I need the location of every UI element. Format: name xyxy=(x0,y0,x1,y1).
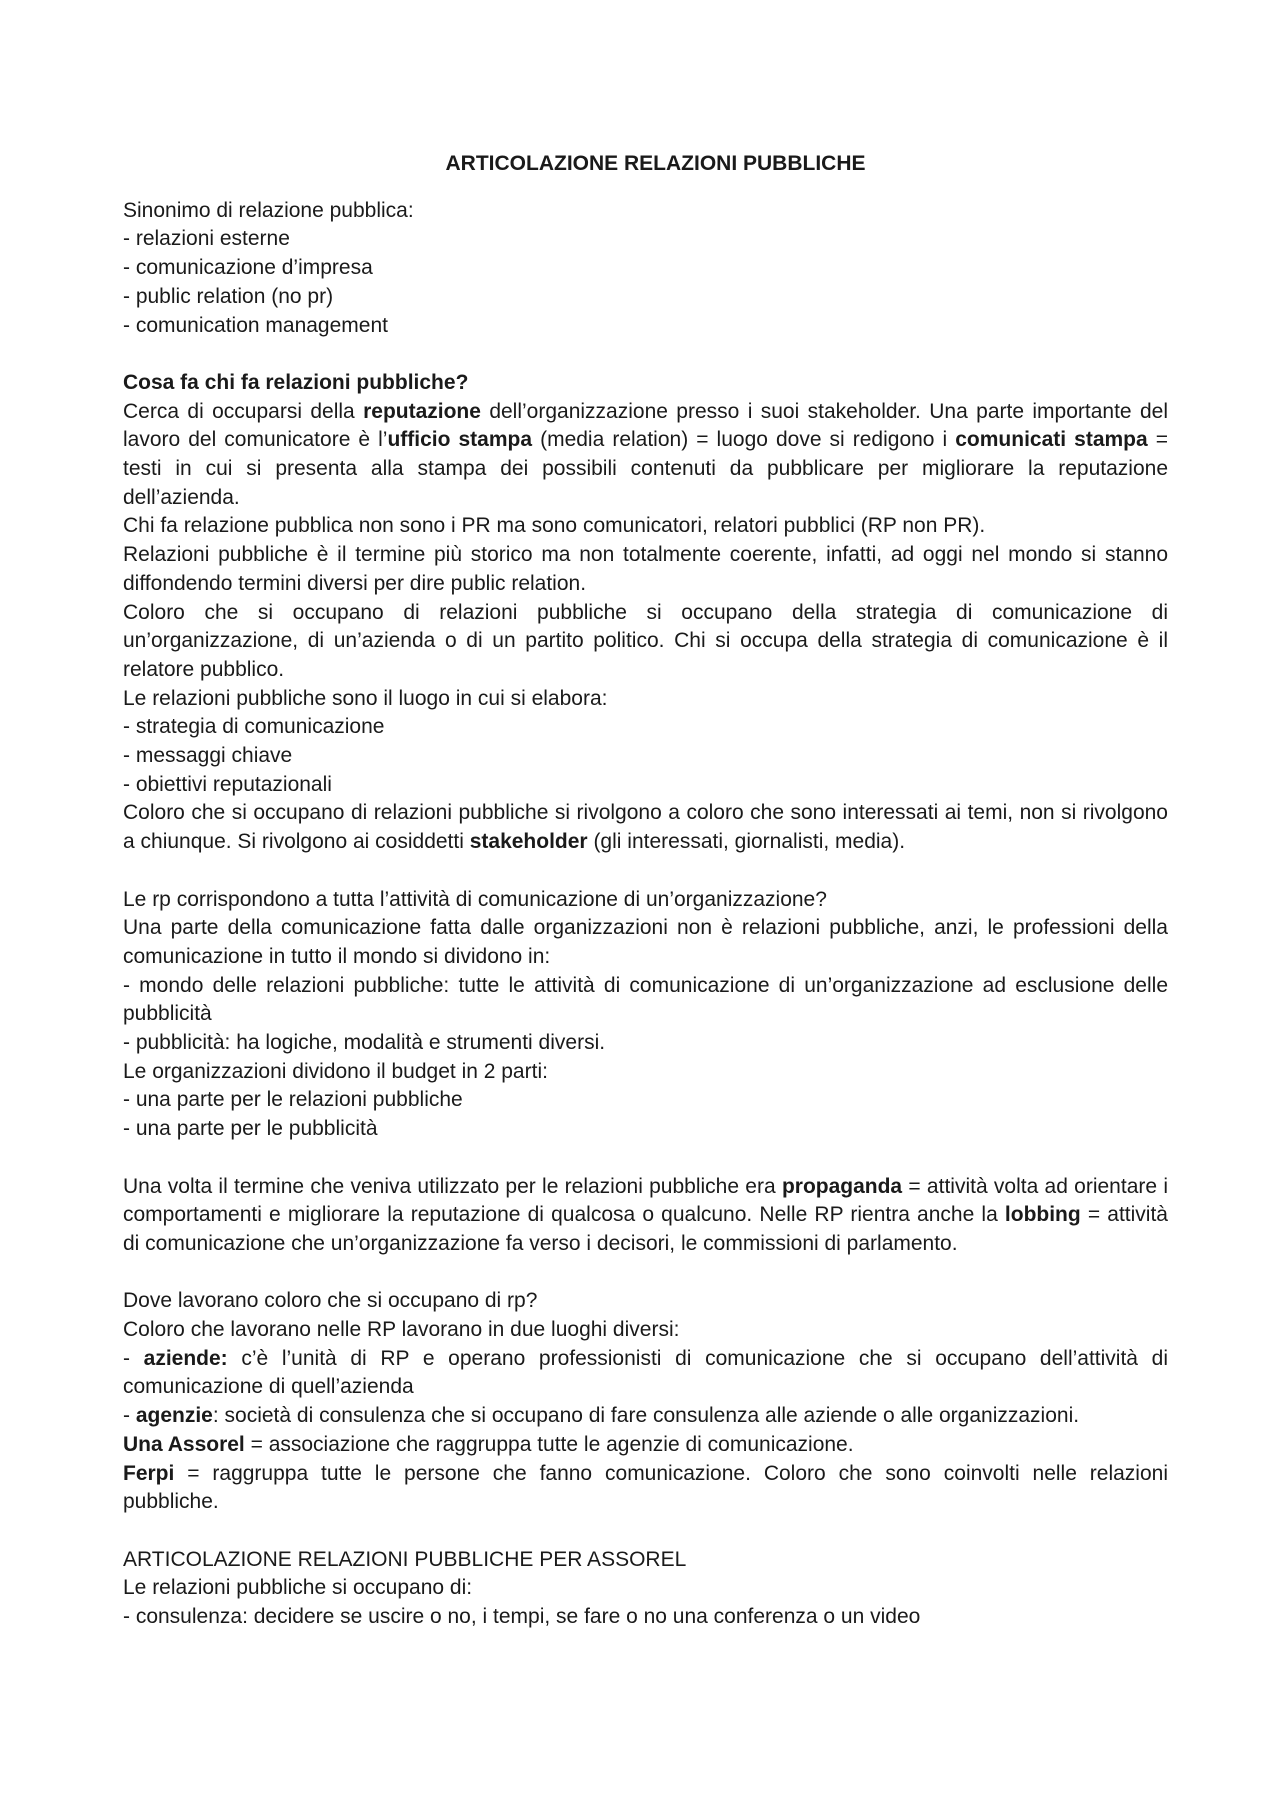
section-question: Le rp corrispondono a tutta l’attività di comunicazione di un’organizzazione? xyxy=(123,887,827,911)
list-item: - relazioni esterne xyxy=(123,227,290,251)
paragraph: Coloro che si occupano di relazioni pubbliche si rivolgono a coloro che sono interessati ai temi, non si rivolgono a chiunque. Si rivolgono ai cosiddetti stakeholder (gli interessati, giornalisti, media). xyxy=(123,801,1168,854)
paragraph: Relazioni pubbliche è il termine più storico ma non totalmente coerente, infatti, ad oggi nel mondo si stanno diffondendo termini diversi per dire public relation. xyxy=(123,543,1168,595)
paragraph: Una volta il termine che veniva utilizzato per le relazioni pubbliche era propaganda = attività volta ad orientare i comportamenti e migliorare la reputazione di qualcosa o qualcuno. Nelle RP rientra anche la lobbing = attività di comunicazione che un’organizzazione fa verso i decisori, le commissioni di parlamento. xyxy=(123,1174,1168,1255)
paragraph: Le relazioni pubbliche si occupano di: xyxy=(123,1576,473,1600)
paragraph: - aziende: c’è l’unità di RP e operano professionisti di comunicazione che si occupano dell’attività di comunicazione di quell’azienda xyxy=(123,1346,1168,1399)
paragraph: Le organizzazioni dividono il budget in 2 parti: xyxy=(123,1059,548,1083)
list-item: - comunication management xyxy=(123,313,388,337)
paragraph: Una parte della comunicazione fatta dalle organizzazioni non è relazioni pubbliche, anzi, le professioni della comunicazione in tutto il mondo si dividono in: xyxy=(123,916,1168,968)
paragraph: Una Assorel = associazione che raggruppa tutte le agenzie di comunicazione. xyxy=(123,1432,854,1456)
list-item: - messaggi chiave xyxy=(123,744,293,768)
list-item: - consulenza: decidere se uscire o no, i tempi, se fare o no una conferenza o un video xyxy=(123,1605,921,1629)
paragraph: Ferpi = raggruppa tutte le persone che fanno comunicazione. Coloro che sono coinvolti nelle relazioni pubbliche. xyxy=(123,1461,1168,1514)
paragraph: Le relazioni pubbliche sono il luogo in cui si elabora: xyxy=(123,686,608,710)
paragraph: Coloro che lavorano nelle RP lavorano in due luoghi diversi: xyxy=(123,1318,680,1342)
list-item: - una parte per le relazioni pubbliche xyxy=(123,1088,463,1112)
section-heading: ARTICOLAZIONE RELAZIONI PUBBLICHE PER ASSOREL xyxy=(123,1547,687,1571)
list-item: - una parte per le pubblicità xyxy=(123,1117,378,1141)
spacer xyxy=(123,1144,1168,1173)
paragraph: - pubblicità: ha logiche, modalità e strumenti diversi. xyxy=(123,1031,606,1055)
list-item: - public relation (no pr) xyxy=(123,284,334,308)
paragraph: Coloro che si occupano di relazioni pubbliche si occupano della strategia di comunicazione di un’organizzazione, di un’azienda o di un partito politico. Chi si occupa della strategia di comunicazione è il relatore pubblico. xyxy=(123,600,1168,681)
section-question: Cosa fa chi fa relazioni pubbliche? xyxy=(123,370,469,394)
section-question: Dove lavorano coloro che si occupano di rp? xyxy=(123,1289,538,1313)
paragraph: - mondo delle relazioni pubbliche: tutte le attività di comunicazione di un’organizzazione ad esclusione delle pubblicità xyxy=(123,973,1168,1026)
spacer xyxy=(123,340,1168,369)
paragraph: - agenzie: società di consulenza che si occupano di fare consulenza alle aziende o alle organizzazioni. xyxy=(123,1404,1080,1428)
list-item: - strategia di comunicazione xyxy=(123,715,385,739)
document-page xyxy=(123,150,1168,1632)
spacer xyxy=(123,857,1168,886)
paragraph: Chi fa relazione pubblica non sono i PR ma sono comunicatori, relatori pubblici (RP non PR). xyxy=(123,514,986,538)
spacer xyxy=(123,1259,1168,1288)
list-item: - obiettivi reputazionali xyxy=(123,772,332,796)
page-title: ARTICOLAZIONE RELAZIONI PUBBLICHE xyxy=(445,152,866,175)
spacer xyxy=(123,1517,1168,1546)
paragraph: Cerca di occuparsi della reputazione dell’organizzazione presso i suoi stakeholder. Una parte importante del lavoro del comunicatore è l’ufficio stampa (media relation) = luogo dove si redigono i comunicati stampa = testi in cui si presenta alla stampa dei possibili contenuti da pubblicare per migliorare la reputazione dell’azienda. xyxy=(123,399,1168,509)
list-item: - comunicazione d’impresa xyxy=(123,256,373,280)
synonyms-intro: Sinonimo di relazione pubblica: xyxy=(123,198,414,222)
